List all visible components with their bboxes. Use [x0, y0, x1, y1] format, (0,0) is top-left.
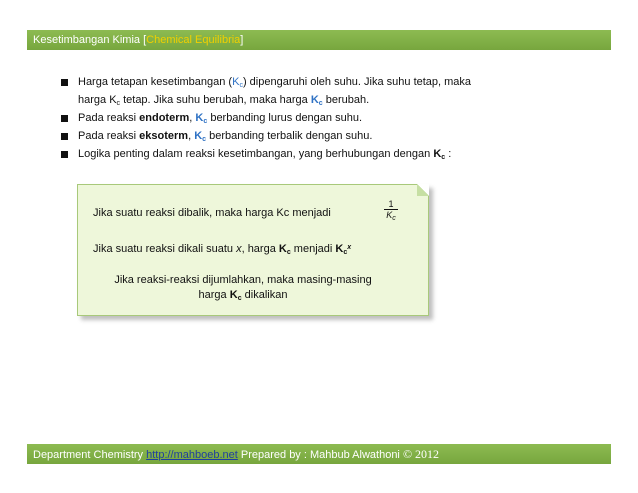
header-highlight: Chemical Equilibria — [146, 34, 241, 46]
folded-corner-icon — [417, 184, 429, 196]
square-bullet-icon — [61, 79, 68, 86]
bullet-text: tetap. Jika suhu berubah, maka harga — [120, 94, 311, 106]
bullet-text: berbanding lurus dengan suhu. — [207, 112, 362, 124]
inverse-kc-fraction: $\frac{1}{K_c}$ — [384, 199, 398, 224]
bullet-text: ) dipengaruhi oleh suhu. Jika suhu tetap, maka — [242, 76, 472, 88]
rules-callout-box — [77, 184, 429, 316]
term-endoterm: endoterm — [139, 112, 190, 124]
bullet-text: Pada reaksi — [78, 112, 140, 124]
bullet-text: harga K — [78, 94, 117, 106]
kc-symbol: $K_c$ — [232, 76, 243, 89]
rule-reversed-reaction: Jika suatu reaksi dibalik, maka harga Kc menjadi — [93, 207, 331, 219]
bullet-item: Logika penting dalam reaksi kesetimbangan, yang berhubungan dengan $K_c$ : — [58, 147, 598, 165]
header-bar — [27, 30, 611, 50]
bullet-text: Pada reaksi — [78, 130, 140, 142]
rule-summed-reactions: Jika reaksi-reaksi dijumlahkan, maka masing-masing harga $K_c$ dikalikan — [114, 274, 372, 302]
bullet-item: Harga tetapan kesetimbangan $(K_c)$ dipengaruhi oleh suhu. Jika suhu tetap, maka harga $K_c$ tetap. Jika suhu berubah, maka harga $K_c$ berubah. — [58, 75, 598, 111]
bullet-item: Pada reaksi eksoterm, $K_c$ berbanding terbalik dengan suhu. — [58, 129, 598, 147]
term-eksoterm: eksoterm — [139, 130, 189, 142]
footer-department: Department Chemistry — [33, 449, 147, 461]
footer-prepared-by: Prepared by : Mahbub Alwathoni — [237, 449, 403, 461]
bullet-text: Logika penting dalam reaksi kesetimbangan, yang berhubungan dengan — [78, 148, 434, 160]
bullet-item: Pada reaksi endoterm, $K_c$ berbanding lurus dengan suhu. — [58, 111, 598, 129]
footer-website-link[interactable]: http://mahboeb.net — [146, 449, 238, 461]
bullet-text: berbanding terbalik dengan suhu. — [206, 130, 373, 142]
square-bullet-icon — [61, 115, 68, 122]
rule-multiplied-reaction: Jika suatu reaksi dikali suatu x, harga $K_c$ menjadi $K_c^x$ — [93, 243, 352, 256]
footer-bar — [27, 444, 611, 464]
square-bullet-icon — [61, 151, 68, 158]
bullet-text: Harga tetapan kesetimbangan ( — [78, 76, 233, 88]
header-bracket-open: [ — [140, 34, 147, 46]
header-title: Kesetimbangan Kimia — [33, 34, 141, 46]
bullet-text: berubah. — [322, 94, 370, 106]
kc-symbol: $K_c$ — [194, 130, 207, 143]
kc-symbol: $K_c$ — [433, 148, 446, 161]
kc-symbol: $K_c$ — [195, 112, 208, 125]
kc-symbol: $K_c$ — [310, 94, 323, 107]
bullet-list — [58, 75, 598, 165]
footer-copyright: © 2012 — [402, 447, 440, 461]
header-bracket-close: ] — [240, 34, 244, 46]
square-bullet-icon — [61, 133, 68, 140]
